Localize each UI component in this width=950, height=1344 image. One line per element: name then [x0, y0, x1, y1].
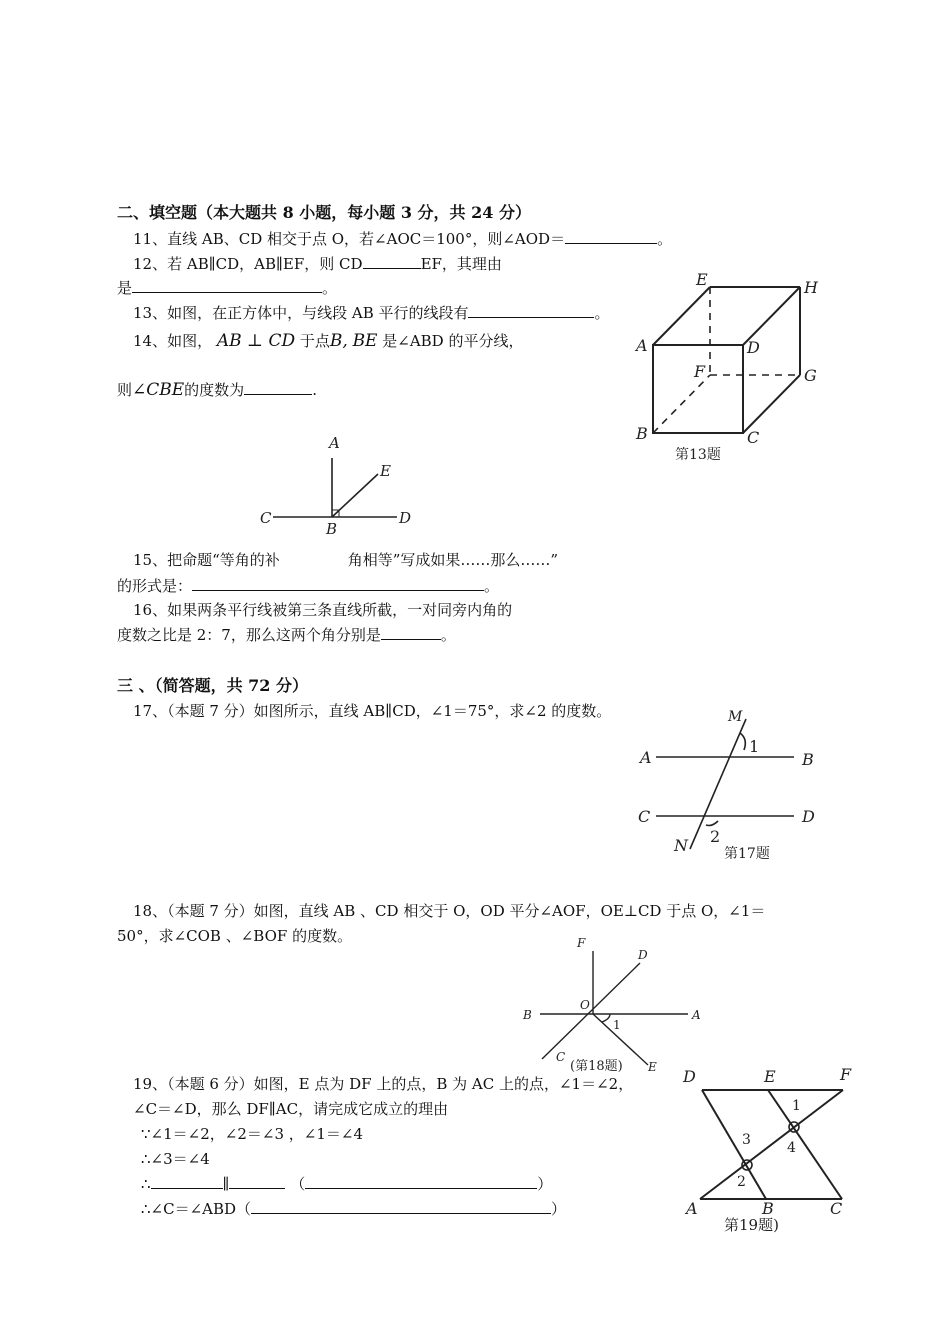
- fig14-label-c: C: [260, 509, 272, 527]
- cube-label-a: A: [636, 336, 648, 355]
- q13-text: 13、如图，在正方体中，与线段 AB 平行的线段有: [133, 304, 469, 322]
- q19-therefore: ∴: [141, 1175, 151, 1193]
- cube-label-h: H: [804, 278, 818, 297]
- question-14: [133, 331, 523, 351]
- fig18-label-o: O: [580, 998, 590, 1012]
- fig17-label-n: N: [674, 836, 688, 855]
- fig19-label-e: E: [764, 1067, 776, 1086]
- question-16: 16、如果两条平行线被第三条直线所截，一对同旁内角的: [133, 601, 513, 619]
- q12-text-a: 12、若 AB∥CD，AB∥EF，则 CD: [133, 255, 363, 273]
- question-18-cont: 50°，求∠COB 、∠BOF 的度数。: [117, 927, 353, 945]
- cube-label-f: F: [694, 362, 706, 381]
- q14-text-d: 则: [117, 381, 133, 399]
- q14-text-f: .: [312, 381, 317, 399]
- q19-step4-text: ∴∠C＝∠ABD（: [141, 1200, 252, 1218]
- q14-be: BE: [352, 331, 378, 351]
- figure-18: [520, 935, 710, 1075]
- fig19-label-a: A: [686, 1199, 698, 1218]
- fig14-label-d: D: [399, 509, 412, 527]
- q11-text: 11、直线 AB、CD 相交于点 O，若∠AOC＝100°，则∠AOD＝: [133, 230, 566, 248]
- fig18-angle-1: 1: [613, 1018, 621, 1032]
- q12-text-c: 是: [117, 279, 133, 297]
- fig17-label-a: A: [640, 748, 652, 767]
- figure-17: [632, 705, 832, 870]
- fig17-angle-1: 1: [749, 737, 760, 756]
- question-14-ask: [117, 380, 317, 400]
- question-13: [133, 303, 610, 323]
- fig19-label-f: F: [840, 1065, 852, 1084]
- q13-end: 。: [594, 304, 610, 322]
- q15-text-b: 角相等”写成如果……那么……”: [347, 551, 559, 569]
- fig18-label-d: D: [638, 948, 648, 962]
- question-19: 19、（本题 6 分）如图，E 点为 DF 上的点，B 为 AC 上的点，∠1＝∠2，: [133, 1075, 634, 1093]
- q11-end: 。: [657, 230, 673, 248]
- figure-14: [255, 430, 425, 540]
- q14-text-e: 的度数为: [184, 381, 245, 399]
- question-12: [133, 254, 502, 274]
- q19-line-blank-2[interactable]: [229, 1174, 285, 1189]
- figure-19-caption: 第19题): [724, 1216, 779, 1234]
- q14-angle: ∠CBE: [132, 380, 185, 400]
- figure-18-caption: (第18题): [570, 1059, 623, 1074]
- q15-answer-blank[interactable]: [192, 576, 484, 591]
- q19-reason-blank-1[interactable]: [305, 1174, 537, 1189]
- section3-heading: 三 、（简答题，共 72 分）: [117, 676, 308, 695]
- q19-step4-close: ）: [551, 1200, 567, 1218]
- fig17-label-d: D: [802, 807, 815, 826]
- q16-text-c: 。: [440, 626, 456, 644]
- fig17-angle-2: 2: [710, 827, 721, 846]
- q13-answer-blank[interactable]: [468, 303, 594, 318]
- q15-text-a: 15、把命题“等角的补: [133, 551, 280, 569]
- cube-label-d: D: [747, 338, 760, 357]
- fig19-angle-4: 4: [787, 1140, 796, 1156]
- question-19-step-1: ∵∠1＝∠2，∠2＝∠3 ，∠1＝∠4: [141, 1125, 363, 1143]
- q14-point: B,: [329, 331, 348, 351]
- fig19-angle-3: 3: [742, 1132, 751, 1148]
- question-19-step-2: ∴∠3＝∠4: [141, 1150, 210, 1168]
- q19-line-blank-1[interactable]: [151, 1174, 223, 1189]
- fig19-angle-2: 2: [737, 1174, 746, 1190]
- q16-text-b: 度数之比是 2：7，那么这两个角分别是: [117, 626, 381, 644]
- fig19-label-c: C: [830, 1199, 843, 1218]
- fig14-label-e: E: [380, 462, 391, 480]
- fig18-label-e: E: [648, 1060, 657, 1074]
- fig14-label-a: A: [329, 434, 340, 452]
- fig19-label-b: B: [762, 1199, 774, 1218]
- figure-13-cube: [630, 265, 830, 470]
- question-17: 17、（本题 7 分）如图所示，直线 AB∥CD，∠1＝75°，求∠2 的度数。: [133, 702, 612, 720]
- figure-13-caption: 第13题: [675, 447, 721, 463]
- question-15-form: [117, 576, 499, 596]
- fig18-label-a: A: [692, 1008, 701, 1022]
- question-12-reason: [117, 278, 337, 298]
- q14-text-b: 于点: [299, 332, 330, 350]
- question-15: [133, 550, 558, 570]
- question-18: 18、（本题 7 分）如图，直线 AB 、CD 相交于 O，OD 平分∠AOF，OE⊥CD 于点 O，∠1＝: [133, 902, 766, 920]
- section2-heading: 二、填空题（本大题共 8 小题，每小题 3 分，共 24 分）: [117, 203, 531, 222]
- q12-reason-blank[interactable]: [132, 278, 322, 293]
- cube-label-b: B: [636, 424, 648, 443]
- q14-text-c: 是∠ABD 的平分线，: [382, 332, 524, 350]
- fig18-label-f: F: [577, 936, 586, 950]
- cube-label-e: E: [696, 270, 708, 289]
- fig17-label-b: B: [802, 750, 814, 769]
- q12-text-b: EF，其理由: [420, 255, 502, 273]
- fig17-label-c: C: [638, 807, 651, 826]
- question-19-step-4: [141, 1199, 566, 1219]
- figure-19: [680, 1062, 860, 1242]
- fig14-label-b: B: [326, 520, 338, 538]
- fig19-angle-1: 1: [792, 1098, 801, 1114]
- cube-label-g: G: [804, 366, 817, 385]
- q14-answer-blank[interactable]: [244, 380, 312, 395]
- figure-17-caption: 第17题: [724, 846, 770, 862]
- q16-answer-blank[interactable]: [381, 625, 441, 640]
- q12-relation-blank[interactable]: [363, 254, 421, 269]
- fig19-label-d: D: [683, 1067, 696, 1086]
- fig18-label-c: C: [556, 1050, 566, 1064]
- question-16-cont: [117, 625, 456, 645]
- q15-text-c: 的形式是：: [117, 577, 193, 595]
- q19-paren-close: ）: [537, 1175, 553, 1193]
- q15-text-d: 。: [484, 577, 500, 595]
- q19-parallel: ∥: [222, 1175, 230, 1193]
- fig17-label-m: M: [728, 709, 743, 725]
- q11-answer-blank[interactable]: [565, 229, 657, 244]
- q12-text-d: 。: [322, 279, 338, 297]
- cube-label-c: C: [747, 428, 760, 447]
- fig18-label-b: B: [523, 1008, 532, 1022]
- question-11: [133, 229, 672, 249]
- question-19-step-3: [141, 1174, 552, 1194]
- q19-paren-open: （: [290, 1175, 306, 1193]
- q14-formula: AB ⊥ CD: [216, 331, 296, 351]
- q14-text-a: 14、如图，: [133, 332, 213, 350]
- q19-reason-blank-2[interactable]: [251, 1199, 551, 1214]
- question-19-cont: ∠C＝∠D，那么 DF∥AC，请完成它成立的理由: [133, 1100, 449, 1118]
